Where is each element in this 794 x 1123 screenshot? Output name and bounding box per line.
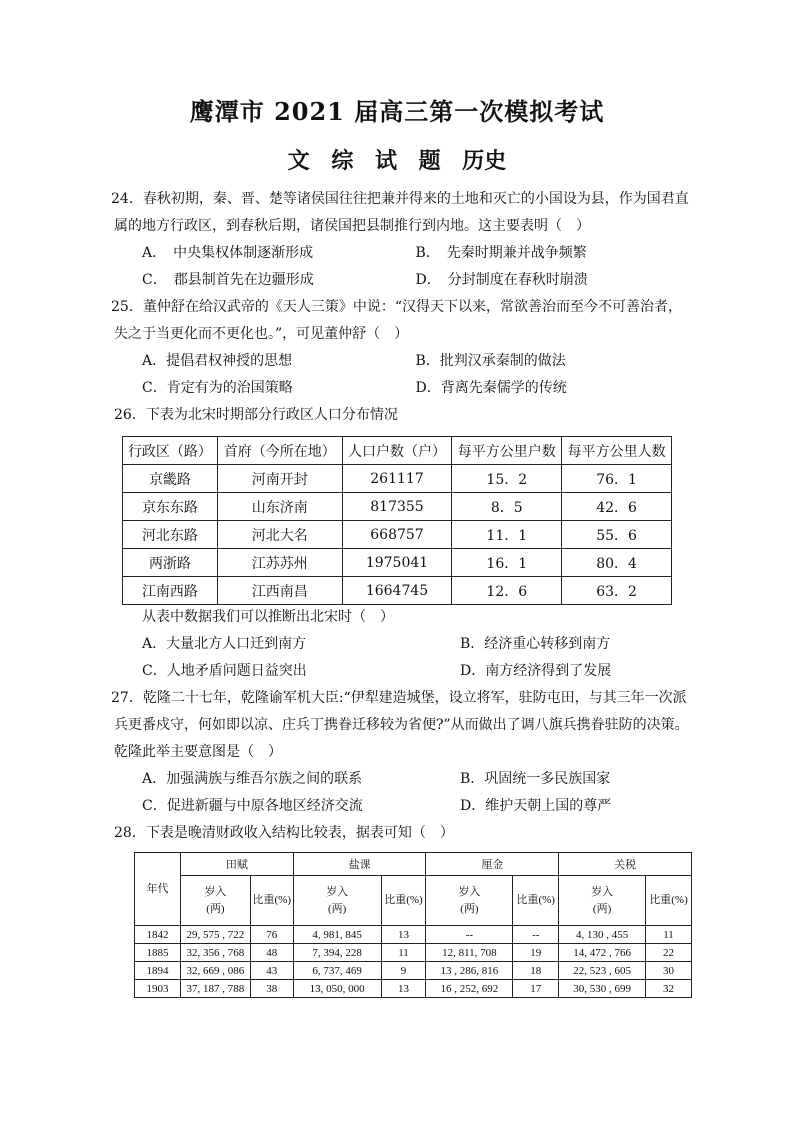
table-cell: 4, 130 , 455: [559, 926, 646, 944]
qing-revenue-table: [134, 852, 692, 998]
table-cell: 江南西路: [123, 577, 218, 605]
exam-subtitle: 文 综 试 题 历史: [287, 148, 507, 174]
table-cell: 江苏苏州: [217, 549, 342, 577]
table-cell: 55．6: [562, 521, 672, 549]
table-cell: 8．5: [452, 493, 562, 521]
year-header: 年代: [135, 853, 181, 926]
question-26-option-a: A．大量北方人口迁到南方: [142, 636, 307, 652]
table-cell: 76．1: [562, 465, 672, 493]
table-cell: 80．4: [562, 549, 672, 577]
table-cell: 两浙路: [123, 549, 218, 577]
table-cell: 9: [381, 962, 426, 980]
table-cell: --: [513, 926, 559, 944]
table-cell: --: [426, 926, 513, 944]
table-row: [123, 493, 672, 521]
table-cell: 43: [250, 962, 293, 980]
table-cell: 63．2: [562, 577, 672, 605]
question-24: [111, 186, 689, 294]
income-header: [559, 876, 646, 926]
table-header-cell: 每平方公里人数: [562, 437, 672, 465]
table-cell: 76: [250, 926, 293, 944]
ratio-header: 比重(%): [381, 876, 426, 926]
table-header-cell: 首府（今所在地）: [217, 437, 342, 465]
income-label: 岁入: [458, 885, 481, 898]
question-25-option-b: B．批判汉承秦制的做法: [415, 353, 566, 369]
question-26-followup: 从表中数据我们可以推断出北宋时（ ）: [142, 609, 394, 625]
question-26-option-c: C．人地矛盾问题日益突出: [142, 663, 307, 679]
table-cell: 18: [513, 962, 559, 980]
income-header: [180, 876, 250, 926]
question-24-option-a: A． 中央集权体制逐渐形成: [142, 245, 314, 261]
ratio-header: 比重(%): [646, 876, 692, 926]
table-cell: 11: [646, 926, 692, 944]
table-cell: 1885: [135, 944, 181, 962]
table-cell: 261117: [342, 465, 452, 493]
table-cell: 22, 523 , 605: [559, 962, 646, 980]
table-row: [135, 962, 692, 980]
ratio-header: 比重(%): [513, 876, 559, 926]
table-cell: 13, 050, 000: [293, 980, 381, 998]
group-header-tianfu: 田赋: [180, 853, 293, 876]
table-cell: 1894: [135, 962, 181, 980]
question-26-stem: 26．下表为北宋时期部分行政区人口分布情况: [114, 407, 398, 423]
table-cell: 19: [513, 944, 559, 962]
table-cell: 11: [381, 944, 426, 962]
table-sub-header-row: [135, 876, 692, 926]
table-row: [123, 521, 672, 549]
table-cell: 38: [250, 980, 293, 998]
table-cell: 11．1: [452, 521, 562, 549]
unit-label: (两): [206, 902, 225, 915]
question-24-option-d: D． 分封制度在春秋时崩溃: [415, 272, 588, 288]
table-cell: 16．1: [452, 549, 562, 577]
question-26-option-d: D．南方经济得到了发展: [460, 663, 612, 679]
question-26-after: [114, 604, 689, 685]
question-27: [111, 685, 689, 820]
income-header: [426, 876, 513, 926]
table-cell: 河南开封: [217, 465, 342, 493]
table-row: [135, 980, 692, 998]
table-cell: 32, 669 , 086: [180, 962, 250, 980]
question-27-option-a: A．加强满族与维吾尔族之间的联系: [142, 771, 363, 787]
question-24-option-b: B． 先秦时期兼并战争频繁: [415, 245, 587, 261]
table-cell: 817355: [342, 493, 452, 521]
question-28-stem: 28．下表是晚清财政收入结构比较表，据表可知（ ）: [114, 825, 454, 841]
table-cell: 7, 394, 228: [293, 944, 381, 962]
table-cell: 42．6: [562, 493, 672, 521]
table-cell: 6, 737, 469: [293, 962, 381, 980]
table-cell: 17: [513, 980, 559, 998]
question-27-option-c: C．促进新疆与中原各地区经济交流: [142, 798, 363, 814]
question-25-option-a: A．提倡君权神授的思想: [142, 353, 293, 369]
table-cell: 1664745: [342, 577, 452, 605]
table-cell: 京东东路: [123, 493, 218, 521]
group-header-guanshui: 关税: [559, 853, 692, 876]
income-label: 岁入: [204, 885, 227, 898]
table-cell: 14, 472 , 766: [559, 944, 646, 962]
table-header-cell: 人口户数（户）: [342, 437, 452, 465]
ratio-header: 比重(%): [250, 876, 293, 926]
table-cell: 13 , 286, 816: [426, 962, 513, 980]
table-cell: 13: [381, 980, 426, 998]
income-header: [293, 876, 381, 926]
table-cell: 32, 356 , 768: [180, 944, 250, 962]
song-population-table: [122, 436, 672, 605]
table-cell: 13: [381, 926, 426, 944]
table-cell: 河北东路: [123, 521, 218, 549]
table-cell: 29, 575 , 722: [180, 926, 250, 944]
table-cell: 江西南昌: [217, 577, 342, 605]
exam-title: 鹰潭市 2021 届高三第一次模拟考试: [189, 97, 605, 126]
table-row: [123, 549, 672, 577]
table-cell: 48: [250, 944, 293, 962]
table-cell: 30, 530 , 699: [559, 980, 646, 998]
table-group-header-row: [135, 853, 692, 876]
question-27-stem: 27．乾隆二十七年，乾隆谕军机大臣:“伊犁建造城堡，设立将军，驻防屯田，与其三年一次派兵更番戍守，何如即以凉、庄兵丁携眷迁移较为省便?”从而做出了调八旗兵携眷驻防的决策。乾隆此举主要意图是（ ）: [111, 690, 689, 760]
unit-label: (两): [592, 902, 612, 915]
question-24-stem: 24．春秋初期，秦、晋、楚等诸侯国往往把兼并得来的土地和灭亡的小国设为县，作为国君直属的地方行政区，到春秋后期，诸侯国把县制推行到内地。这主要表明（ ）: [111, 191, 689, 234]
table-cell: 12, 811, 708: [426, 944, 513, 962]
table-header-cell: 每平方公里户数: [452, 437, 562, 465]
question-27-option-b: B．巩固统一多民族国家: [460, 771, 611, 787]
table-row: [135, 926, 692, 944]
table-row: [123, 577, 672, 605]
question-25-option-d: D．背离先秦儒学的传统: [415, 380, 567, 396]
income-label: 岁入: [591, 885, 614, 898]
table-cell: 河北大名: [217, 521, 342, 549]
table-cell: 37, 187 , 788: [180, 980, 250, 998]
table-cell: 4, 981, 845: [293, 926, 381, 944]
table-cell: 1975041: [342, 549, 452, 577]
table-row: [135, 944, 692, 962]
question-24-option-c: C． 郡县制首先在边疆形成: [142, 272, 314, 288]
income-label: 岁入: [326, 885, 349, 898]
table-cell: 668757: [342, 521, 452, 549]
unit-label: (两): [327, 902, 347, 915]
table-cell: 1842: [135, 926, 181, 944]
question-25: [111, 294, 689, 402]
group-header-yanke: 盐课: [293, 853, 426, 876]
table-cell: 22: [646, 944, 692, 962]
table-row: [123, 465, 672, 493]
table-cell: 1903: [135, 980, 181, 998]
table-cell: 32: [646, 980, 692, 998]
table-header-row: [123, 437, 672, 465]
table-cell: 山东济南: [217, 493, 342, 521]
question-25-stem: 25．董仲舒在给汉武帝的《天人三策》中说：“汉得天下以来，常欲善治而至今不可善治者，失之于当更化而不更化也。”，可见董仲舒（ ）: [111, 299, 682, 342]
table-cell: 16 , 252, 692: [426, 980, 513, 998]
table-cell: 30: [646, 962, 692, 980]
table-cell: 京畿路: [123, 465, 218, 493]
group-header-lijin: 厘金: [426, 853, 559, 876]
question-27-option-d: D．维护天朝上国的尊严: [460, 798, 612, 814]
table-header-cell: 行政区（路）: [123, 437, 218, 465]
question-26-option-b: B．经济重心转移到南方: [460, 636, 611, 652]
table-cell: 12．6: [452, 577, 562, 605]
unit-label: (两): [460, 902, 479, 915]
table-cell: 15．2: [452, 465, 562, 493]
question-25-option-c: C．肯定有为的治国策略: [142, 380, 293, 396]
